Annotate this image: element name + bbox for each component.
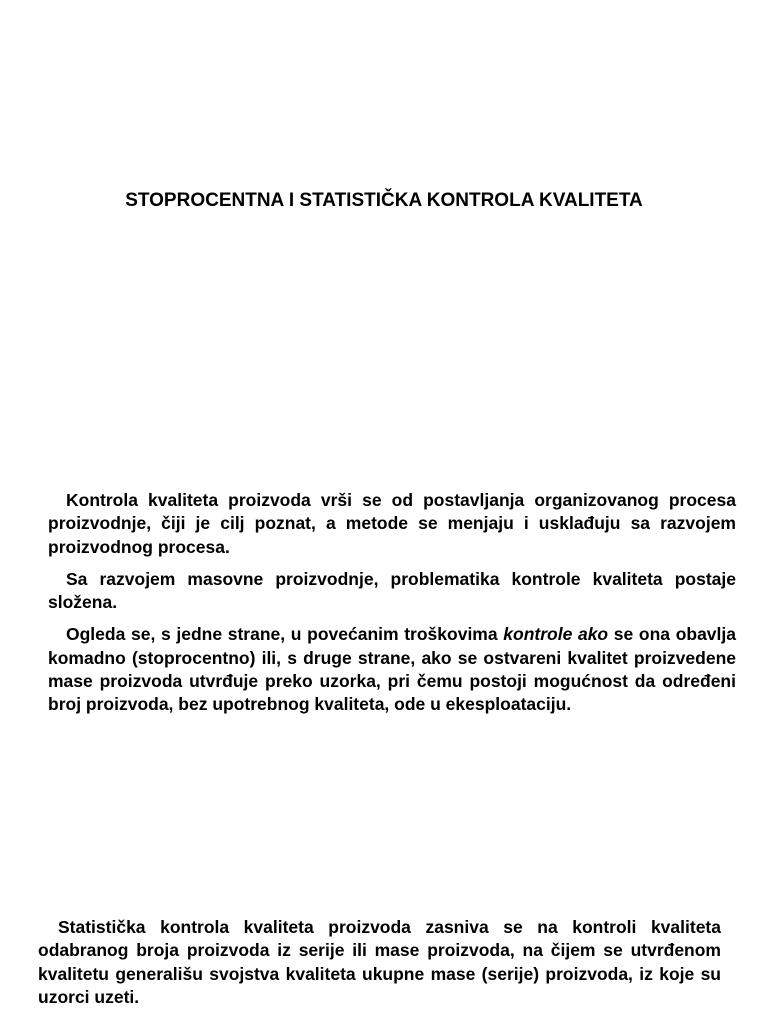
text-block-statistical xyxy=(38,916,721,1009)
paragraph-1: Kontrola kvaliteta proizvoda vrši se od postavljanja organizovanog procesa proizvodnje, čiji je cilj poznat, a metode se menjaju i usklađuju sa razvojem proizvodnog procesa. xyxy=(48,490,736,557)
page-title: STOPROCENTNA I STATISTIČKA KONTROLA KVALITETA xyxy=(125,190,643,211)
paragraph-3-text-after: se ona obavlja komadno (stoprocentno) ili, s druge strane, ako se ostvareni kvalitet proizvedene mase proizvoda utvrđuje preko uzorka, pri čemu postoji mogućnost da određeni broj proizvoda, bez upotrebnog kvaliteta, ode u ekesploataciju. xyxy=(48,624,736,715)
paragraph-4: Statistička kontrola kvaliteta proizvoda zasniva se na kontroli kvaliteta odabranog broja proizvoda iz serije ili mase proizvoda, na čijem se utvrđenom kvalitetu generališu svojstva kvaliteta ukupne mase (serije) proizvoda, iz koje su uzorci uzeti. xyxy=(38,917,721,1007)
paragraph-3-italic-text: kontrole ako xyxy=(503,624,609,645)
text-block-intro xyxy=(48,489,736,726)
paragraph-3-text-before: Ogleda se, s jedne strane, u povećanim troškovima xyxy=(66,624,504,645)
paragraph-2: Sa razvojem masovne proizvodnje, problematika kontrole kvaliteta postaje složena. xyxy=(48,568,736,613)
paragraph-3 xyxy=(48,623,736,716)
